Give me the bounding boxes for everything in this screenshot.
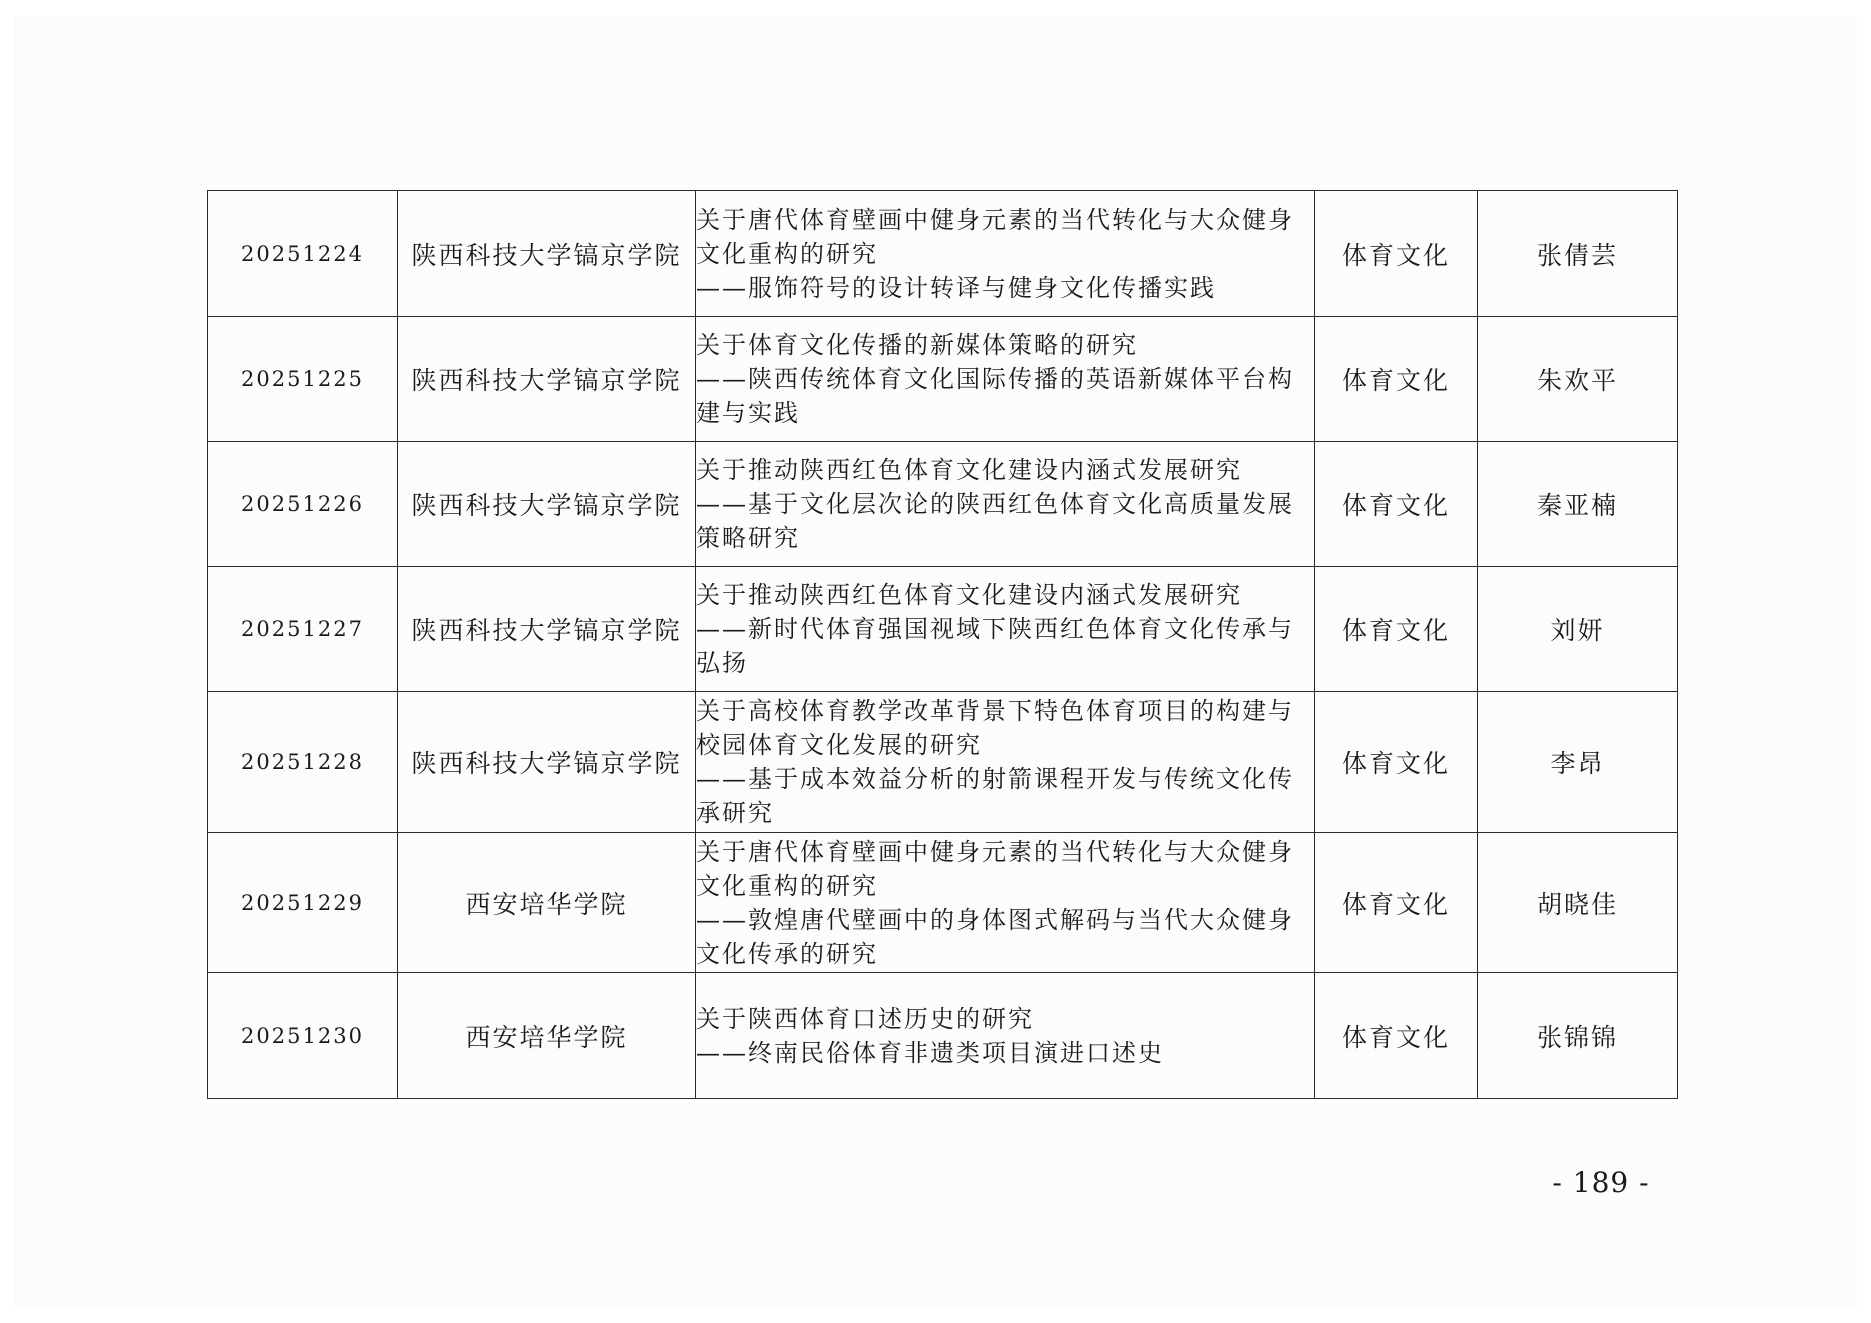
table-row [208, 442, 1678, 567]
project-title-cell [696, 692, 1315, 833]
title-line: 关于推动陕西红色体育文化建设内涵式发展研究 [696, 581, 1242, 609]
title-line: 关于陕西体育口述历史的研究 [696, 1004, 1034, 1033]
table-row [208, 317, 1678, 442]
project-id-cell: 20251227 [208, 567, 398, 692]
title-line: 关于唐代体育壁画中健身元素的当代转化与大众健身 [696, 205, 1294, 234]
title-line: 文化重构的研究 [696, 239, 878, 268]
category-cell: 体育文化 [1315, 317, 1478, 442]
table-row [208, 973, 1678, 1099]
category-cell: 体育文化 [1315, 191, 1478, 317]
category-cell: 体育文化 [1315, 442, 1478, 567]
project-title-cell [696, 191, 1315, 317]
title-line: ——服饰符号的设计转译与健身文化传播实践 [696, 273, 1216, 302]
title-line: ——新时代体育强国视域下陕西红色体育文化传承与 [696, 615, 1294, 643]
table-row [208, 692, 1678, 833]
school-cell: 西安培华学院 [398, 973, 696, 1099]
table-row [208, 567, 1678, 692]
project-table [207, 190, 1678, 1099]
page-number: - 189 - [1552, 1166, 1650, 1199]
project-id-cell: 20251224 [208, 191, 398, 317]
project-id-cell: 20251229 [208, 833, 398, 973]
project-id-cell: 20251225 [208, 317, 398, 442]
project-title-cell [696, 567, 1315, 692]
title-line: 建与实践 [696, 399, 800, 427]
category-cell: 体育文化 [1315, 833, 1478, 973]
person-cell: 胡晓佳 [1478, 833, 1678, 973]
category-cell: 体育文化 [1315, 567, 1478, 692]
title-line: 文化传承的研究 [696, 939, 878, 968]
project-id-cell: 20251226 [208, 442, 398, 567]
category-cell: 体育文化 [1315, 692, 1478, 833]
table-row [208, 833, 1678, 973]
project-title-cell [696, 317, 1315, 442]
school-cell: 西安培华学院 [398, 833, 696, 973]
project-title-cell [696, 833, 1315, 973]
school-cell: 陕西科技大学镐京学院 [398, 567, 696, 692]
person-cell: 李昂 [1478, 692, 1678, 833]
school-cell: 陕西科技大学镐京学院 [398, 191, 696, 317]
school-cell: 陕西科技大学镐京学院 [398, 442, 696, 567]
title-line: 关于高校体育教学改革背景下特色体育项目的构建与 [696, 697, 1294, 725]
title-line: ——基于成本效益分析的射箭课程开发与传统文化传 [696, 765, 1294, 793]
person-cell: 刘妍 [1478, 567, 1678, 692]
title-line: 文化重构的研究 [696, 871, 878, 900]
title-line: 关于体育文化传播的新媒体策略的研究 [696, 331, 1138, 359]
title-line: 关于唐代体育壁画中健身元素的当代转化与大众健身 [696, 837, 1294, 866]
person-cell: 朱欢平 [1478, 317, 1678, 442]
project-title-cell [696, 442, 1315, 567]
person-cell: 张锦锦 [1478, 973, 1678, 1099]
table-body [208, 191, 1678, 1099]
title-line: 弘扬 [696, 649, 748, 677]
title-line: 校园体育文化发展的研究 [696, 731, 982, 759]
title-line: ——敦煌唐代壁画中的身体图式解码与当代大众健身 [696, 905, 1294, 934]
title-line: ——基于文化层次论的陕西红色体育文化高质量发展 [696, 490, 1294, 518]
project-id-cell: 20251228 [208, 692, 398, 833]
title-line: 策略研究 [696, 524, 800, 552]
person-cell: 秦亚楠 [1478, 442, 1678, 567]
title-line: ——终南民俗体育非遗类项目演进口述史 [696, 1038, 1164, 1067]
title-line: 承研究 [696, 799, 774, 827]
project-title-cell [696, 973, 1315, 1099]
table-row [208, 191, 1678, 317]
title-line: ——陕西传统体育文化国际传播的英语新媒体平台构 [696, 365, 1294, 393]
title-line: 关于推动陕西红色体育文化建设内涵式发展研究 [696, 456, 1242, 484]
person-cell: 张倩芸 [1478, 191, 1678, 317]
school-cell: 陕西科技大学镐京学院 [398, 692, 696, 833]
school-cell: 陕西科技大学镐京学院 [398, 317, 696, 442]
category-cell: 体育文化 [1315, 973, 1478, 1099]
project-id-cell: 20251230 [208, 973, 398, 1099]
